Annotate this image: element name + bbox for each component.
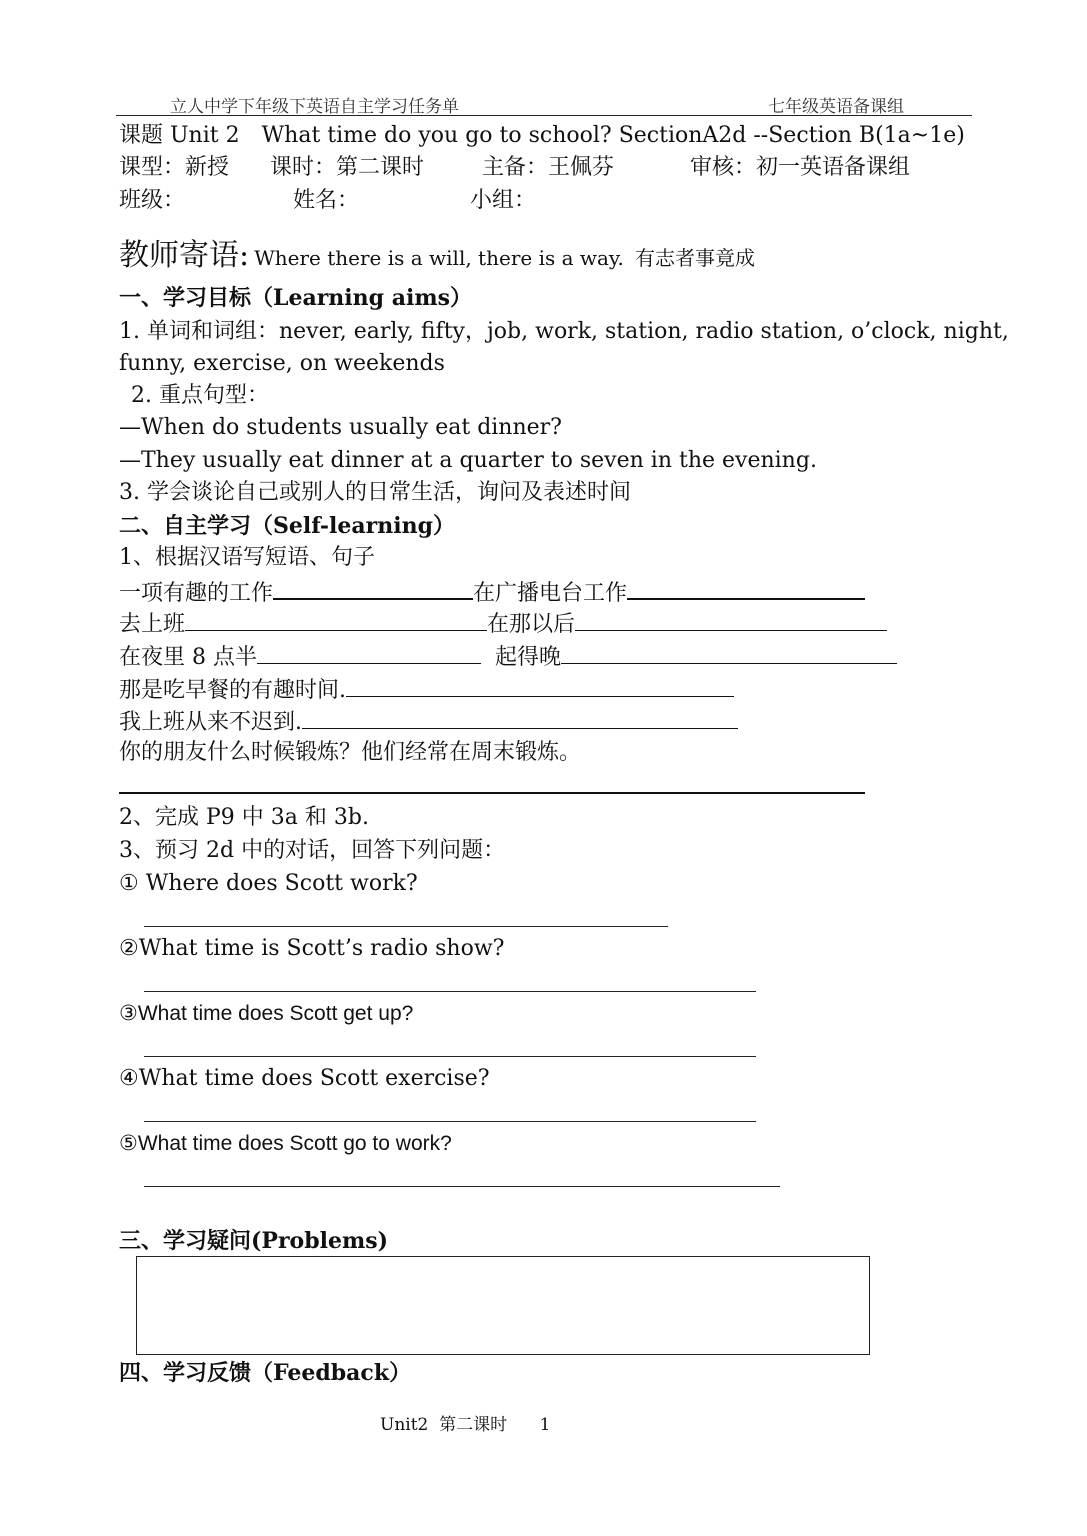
sentence-prompt-exercise: 你的朋友什么时候锻炼？他们经常在周末锻炼。 <box>119 740 582 765</box>
question-5-text: ⑤What time does Scott go to work? <box>119 1132 452 1155</box>
topic-line: 课题 Unit 2 What time do you go to school? SectionA2d --Section B(1a~1e) <box>119 123 965 148</box>
task-2-instruction: 2、完成 P9 中 3a 和 3b. <box>119 805 369 830</box>
question-4: ④What time does Scott exercise? <box>119 1066 490 1091</box>
phrase-answer-blank[interactable] <box>185 608 487 631</box>
group-label: 小组： <box>470 188 537 213</box>
answer-line-2[interactable] <box>144 991 756 992</box>
question-3 <box>119 999 413 1029</box>
header-group-name: 七年级英语备课组 <box>768 97 904 117</box>
section-feedback-title: 四、学习反馈（Feedback） <box>119 1360 412 1386</box>
question-2: ②What time is Scott’s radio show? <box>119 936 505 961</box>
section-problems-title: 三、学习疑问(Problems) <box>119 1228 389 1254</box>
question-3-text: ③What time does Scott get up? <box>119 1002 414 1025</box>
phrase-row-3 <box>119 641 897 673</box>
phrase-row-2 <box>119 608 887 640</box>
phrase-row-1 <box>119 576 865 609</box>
aims-item-1-line-2: funny, exercise, on weekends <box>119 351 445 376</box>
phrase-label-half-past-eight: 在夜里 8 点半 <box>119 645 257 670</box>
phrase-answer-blank[interactable] <box>627 576 865 600</box>
answer-line-1[interactable] <box>144 926 668 927</box>
phrase-label-get-up-late: 起得晚 <box>494 645 561 670</box>
sentence-row-2 <box>119 706 738 738</box>
class-label: 班级： <box>119 188 186 213</box>
aims-item-1-line-1: 1. 单词和词组：never, early, fifty，job, work, station, radio station, o’clock, night, <box>119 319 1009 344</box>
phrase-label-radio-station: 在广播电台工作 <box>473 581 628 606</box>
problems-answer-box[interactable] <box>136 1256 870 1355</box>
sentence-prompt-never-late: 我上班从来不迟到. <box>119 710 302 735</box>
dialog-answer: —They usually eat dinner at a quarter to seven in the evening. <box>119 448 817 473</box>
phrase-label-go-to-work: 去上班 <box>119 612 186 637</box>
section-self-learning-title: 二、自主学习（Self-learning） <box>119 513 455 539</box>
lesson-period: 课时：第二课时 <box>270 155 425 180</box>
phrase-label-interesting-job: 一项有趣的工作 <box>119 581 274 606</box>
answer-line-3[interactable] <box>144 1056 756 1057</box>
aims-item-2: 2. 重点句型： <box>131 383 269 408</box>
header-rule <box>116 115 972 116</box>
sentence-answer-blank[interactable] <box>119 792 865 794</box>
lesson-type: 课型：新授 <box>119 155 230 180</box>
sentence-answer-blank[interactable] <box>346 674 734 697</box>
lesson-preparer: 主备：王佩芬 <box>482 155 615 180</box>
motto-label: 教师寄语: <box>119 238 250 273</box>
motto-chinese: 有志者事竟成 <box>635 246 756 270</box>
header-school-title: 立人中学下年级下英语自主学习任务单 <box>170 97 459 117</box>
sentence-row-1 <box>119 674 734 706</box>
name-label: 姓名： <box>293 188 360 213</box>
section-learning-aims-title: 一、学习目标（Learning aims） <box>119 285 472 311</box>
lesson-reviewer: 审核：初一英语备课组 <box>690 155 911 180</box>
phrase-answer-blank[interactable] <box>561 641 897 664</box>
task-1-instruction: 1、根据汉语写短语、句子 <box>119 545 375 570</box>
question-5 <box>119 1129 452 1159</box>
phrase-answer-blank[interactable] <box>575 608 887 631</box>
task-3-instruction: 3、预习 2d 中的对话，回答下列问题： <box>119 838 506 863</box>
sentence-prompt-breakfast: 那是吃早餐的有趣时间. <box>119 678 346 703</box>
page-footer: Unit2 第二课时 1 <box>380 1415 551 1435</box>
phrase-answer-blank[interactable] <box>257 641 481 664</box>
motto-english: Where there is a will, there is a way. <box>254 246 624 270</box>
phrase-answer-blank[interactable] <box>273 576 473 600</box>
phrase-label-after-that: 在那以后 <box>487 612 576 637</box>
sentence-answer-blank[interactable] <box>302 706 738 729</box>
teacher-motto <box>119 230 755 274</box>
dialog-question: —When do students usually eat dinner? <box>119 415 562 440</box>
aims-item-3: 3. 学会谈论自己或别人的日常生活，询问及表述时间 <box>119 480 631 505</box>
answer-line-5[interactable] <box>144 1186 780 1187</box>
answer-line-4[interactable] <box>144 1121 756 1122</box>
question-1: ① Where does Scott work? <box>119 871 418 896</box>
